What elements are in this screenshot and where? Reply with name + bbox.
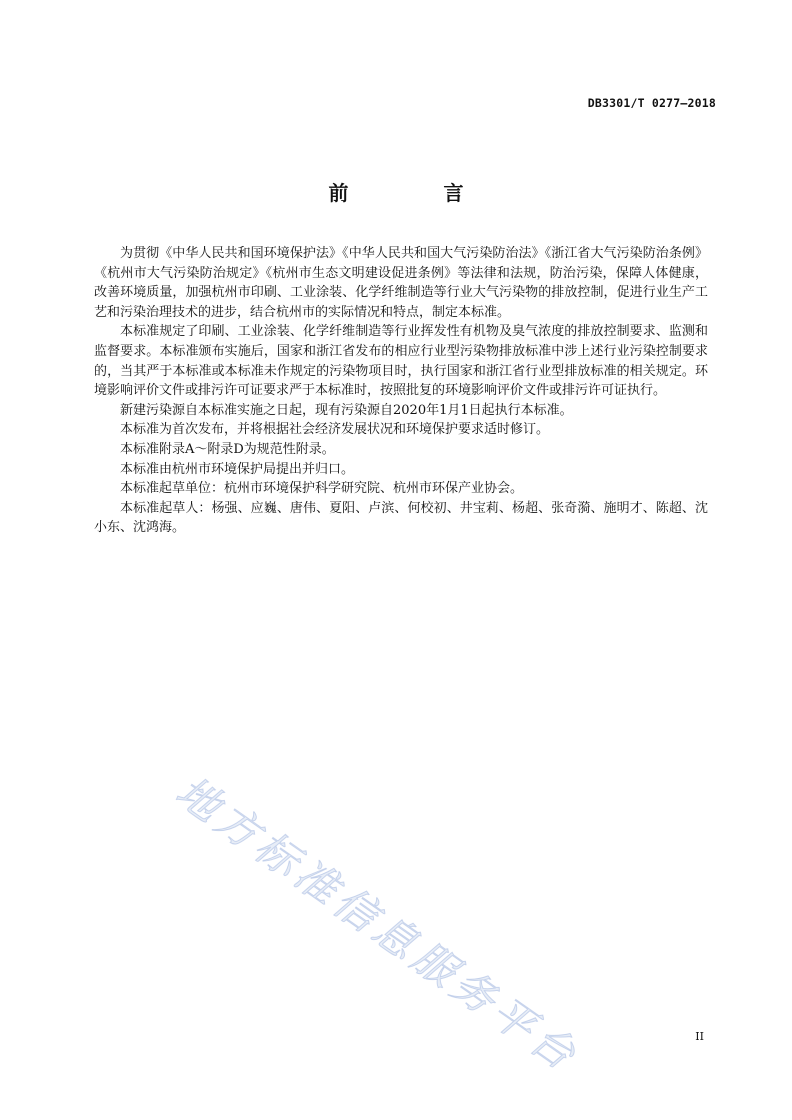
page-title: 前 言 bbox=[328, 181, 508, 205]
paragraph-appendix: 本标准附录A～附录D为规范性附录。 bbox=[120, 441, 335, 457]
watermark: 地方标准信息服务平台 bbox=[167, 766, 589, 1083]
paragraph-scope: 本标准规定了印刷、工业涂装、化学纤维制造等行业挥发性有机物及臭气浓度的排放控制要求、监测和监督要求。本标准颁布实施后，国家和浙江省发布的相应行业型污染物排放标准中涉上述行业污染控制要求的，当其严于本标准或本标准未作规定的污染物项目时，执行国家和浙江省行业型排放标准的相关规定。环境影响评价文件或排污许可证要求严于本标准时，按照批复的环境影响评价文件或排污许可证执行。 bbox=[94, 324, 708, 399]
foreword-body bbox=[94, 244, 708, 538]
paragraph-drafting-units: 本标准起草单位：杭州市环境保护科学研究院、杭州市环保产业协会。 bbox=[120, 481, 524, 497]
paragraph-proposer: 本标准由杭州市环境保护局提出并归口。 bbox=[120, 461, 355, 477]
paragraph-first-release: 本标准为首次发布，并将根据社会经济发展状况和环境保护要求适时修订。 bbox=[120, 422, 550, 438]
paragraph-effective-date: 新建污染源自本标准实施之日起，现有污染源自2020年1月1日起执行本标准。 bbox=[120, 402, 573, 418]
page-number: II bbox=[695, 1030, 704, 1043]
paragraph-purpose: 为贯彻《中华人民共和国环境保护法》《中华人民共和国大气污染防治法》《浙江省大气污染防治条例》《杭州市大气污染防治规定》《杭州市生态文明建设促进条例》等法律和法规，防治污染，保障人体健康，改善环境质量，加强杭州市印刷、工业涂装、化学纤维制造等行业大气污染物的排放控制，促进行业生产工艺和污染治理技术的进步，结合杭州市的实际情况和特点，制定本标准。 bbox=[94, 246, 708, 320]
paragraph-drafters: 本标准起草人：杨强、应巍、唐伟、夏阳、卢滨、何校初、井宝莉、杨超、张奇漪、施明才、陈超、沈小东、沈鸿海。 bbox=[94, 500, 708, 536]
standard-code: DB3301/T 0277—2018 bbox=[587, 96, 716, 110]
